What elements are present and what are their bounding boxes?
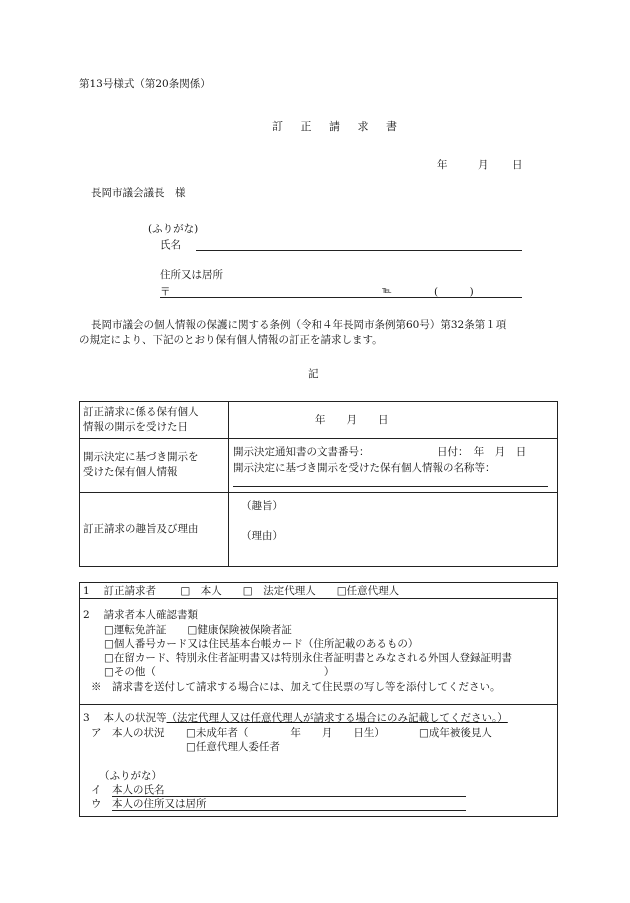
requester-address-line[interactable] (160, 297, 522, 298)
id-doc-option-2[interactable]: □個人番号カード又は住民基本台帳カード（住所記載のあるもの） (104, 638, 419, 650)
document-title: 訂 正 請 求 書 (272, 120, 404, 133)
section2-title: 2 請求者本人確認書類 (83, 609, 199, 621)
table2-row-divider-2 (79, 704, 558, 705)
row1-date-value[interactable]: 年 月 日 (315, 414, 389, 426)
date-month: 月 (478, 159, 489, 171)
section3-title-note: （法定代理人又は任意代理人が請求する場合にのみ記載してください。） (166, 712, 508, 724)
row1-label-2: 情報の開示を受けた日 (83, 421, 188, 433)
intro-line-1: 長岡市議会の個人情報の保護に関する条例（令和４年長岡市条例第60号）第32条第１項 (91, 319, 507, 331)
section3-person-name-label: イ 本人の氏名 (91, 784, 165, 796)
requester-name-line[interactable] (196, 250, 522, 251)
section2-note: ※ 請求書を送付して請求する場合には、加えて住民票の写し等を添付してください。 (91, 681, 501, 693)
section3-person-address-label: ウ 本人の住所又は居所 (91, 798, 207, 810)
table1-column-divider (228, 401, 229, 567)
date-year: 年 (437, 159, 448, 171)
table1-row-divider-1 (79, 438, 558, 439)
addressee: 長岡市議会議長 様 (91, 187, 186, 199)
row3-reason[interactable]: （理由） (241, 530, 283, 542)
section3-delegator-option[interactable]: □任意代理人委任者 (186, 741, 280, 753)
section3-person-address-line[interactable] (112, 810, 466, 811)
ki-mark: 記 (308, 368, 319, 380)
tel-mark: ℡ (382, 286, 392, 296)
row2-label-1: 開示決定に基づき開示を (83, 451, 199, 463)
section3-minor-option[interactable]: □未成年者（ 年 月 日生） (186, 727, 385, 739)
requester-name-label: 氏名 (160, 239, 181, 251)
section3-status-label: ア 本人の状況 (91, 727, 165, 739)
row3-label: 訂正請求の趣旨及び理由 (83, 523, 199, 535)
requester-address-label: 住所又は居所 (160, 269, 223, 281)
postal-mark: 〒 (160, 286, 171, 298)
row2-doc-date[interactable]: 日付： 年 月 日 (437, 446, 527, 458)
row2-label-2: 受けた保有個人情報 (83, 466, 178, 478)
tel-parens: ( ) (434, 286, 474, 298)
table1-row-divider-2 (79, 492, 558, 493)
section3-furigana: （ふりがな） (99, 770, 162, 782)
intro-line-2: の規定により、下記のとおり保有個人情報の訂正を請求します。 (79, 334, 383, 346)
id-doc-option-3[interactable]: □在留カード、特別永住者証明書又は特別永住者証明書とみなされる外国人登録証明書 (104, 652, 512, 664)
row2-info-name-line[interactable] (233, 486, 548, 487)
row2-doc-number-label: 開示決定通知書の文書番号： (233, 446, 370, 458)
row3-purpose[interactable]: （趣旨） (241, 500, 283, 512)
section3-ward-option[interactable]: □成年被後見人 (419, 727, 492, 739)
id-doc-option-1[interactable]: □運転免許証 □健康保険被保険者証 (104, 624, 292, 636)
section3-title-main: 3 本人の状況等 (83, 712, 167, 724)
row2-info-name-label: 開示決定に基づき開示を受けた保有個人情報の名称等： (233, 462, 496, 474)
form-number: 第13号様式（第20条関係） (79, 78, 211, 90)
section1-requester-type[interactable]: 1 訂正請求者 □ 本人 □ 法定代理人 □任意代理人 (83, 585, 400, 597)
date-day: 日 (512, 159, 523, 171)
section3-title (83, 711, 508, 725)
row1-label-1: 訂正請求に係る保有個人 (83, 406, 199, 418)
requester-furigana: (ふりがな) (148, 223, 199, 235)
id-doc-option-4[interactable]: □その他（ ） (104, 666, 335, 678)
